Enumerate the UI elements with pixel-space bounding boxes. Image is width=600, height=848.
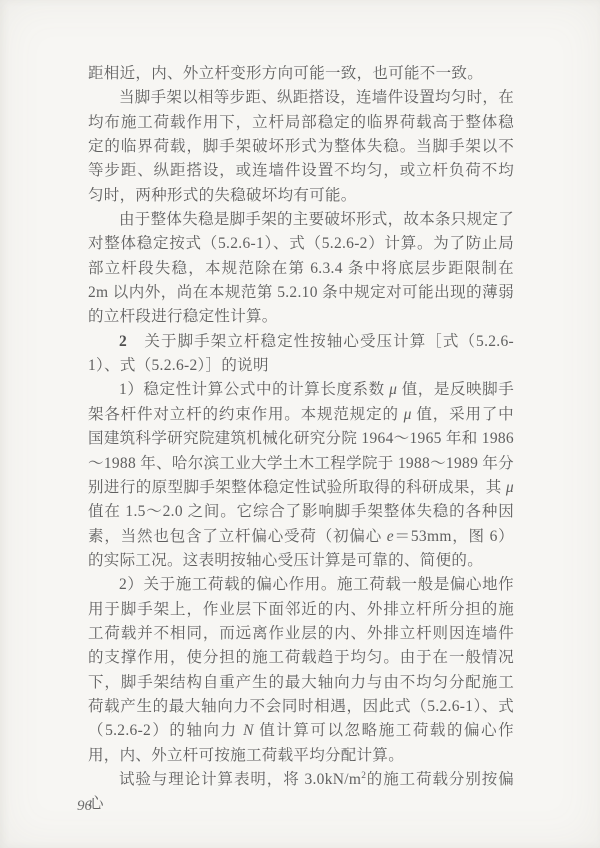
italic-variable: e [386, 527, 394, 545]
paragraph [88, 208, 514, 330]
text-segment: 由于整体失稳是脚手架的主要破坏形式，故本条只规定了对整体稳定按式（5.2.6-1）、式（5.2.6-2）计算。为了防止局部立杆段失稳，本规范除在第 6.3.4 条中将底层步距限制在 2m 以内外，尚在本规范第 5.2.10 条中规定对可能出现的薄弱的立杆段进行稳定性计算。 [88, 211, 515, 326]
superscript: 2 [361, 770, 367, 781]
italic-variable: μ [505, 478, 514, 496]
text-segment: 值计算可以忽略施工荷载的偏心作用，内、外立杆可按施工荷载平均分配计算。 [88, 722, 514, 764]
paragraph [88, 573, 514, 768]
paragraph [88, 330, 514, 379]
text-segment: 值，是反映脚手架各杆件对立杆的约束作用。本规范规定的 [88, 381, 514, 423]
text-segment: 的施工荷载分别按偏心 [88, 770, 514, 813]
italic-variable: μ [403, 405, 412, 423]
text-segment: 值，采用了中国建筑科学研究院建筑机械化研究分院 1964～1965 年和 1986～1988 年、哈尔滨工业大学土木工程学院于 1988～1989 年分别进行的原型脚手架整体稳定性试验所取得的科研成果，其 [88, 405, 514, 496]
body-text [88, 62, 514, 817]
paragraph [88, 62, 514, 86]
text-segment: 关于脚手架立杆稳定性按轴心受压计算［式（5.2.6-1）、式（5.2.6-2）］的说明 [88, 332, 514, 375]
page-number: 96 [77, 798, 92, 814]
text-segment: 距相近，内、外立杆变形方向可能一致，也可能不一致。 [88, 65, 484, 82]
paragraph [88, 86, 514, 208]
text-segment: 试验与理论计算表明，将 3.0kN/m [119, 770, 362, 788]
paragraph [88, 768, 514, 817]
text-segment: 2）关于施工荷载的偏心作用。施工荷载一般是偏心地作用于脚手架上，作业层下面邻近的内、外排立杆所分担的施工荷载并不相同，而远离作业层的内、外排立杆则因连墙件的支撑作用，使分担的施工荷载趋于均匀。由于在一般情况下，脚手架结构自重产生的最大轴向力与由不均匀分配施工荷载产生的最大轴向力不会同时相遇，因此式（5.2.6-1）、式（5.2.6-2）的轴向力 [88, 576, 514, 740]
text-segment: ＝53mm，图 6）的实际工况。这表明按轴心受压计算是可靠的、简便的。 [88, 527, 514, 569]
text-segment: 1）稳定性计算公式中的计算长度系数 [119, 381, 390, 399]
bold-text: 2 [119, 332, 128, 350]
text-segment: 值在 1.5～2.0 之间。它综合了影响脚手架整体失稳的各种因素，当然也包含了立杆偏心受荷（初偏心 [88, 503, 514, 545]
paragraph [88, 378, 514, 573]
text-segment: 当脚手架以相等步距、纵距搭设，连墙件设置均匀时，在均布施工荷载作用下，立杆局部稳定的临界荷载高于整体稳定的临界荷载，脚手架破坏形式为整体失稳。当脚手架以不等步距、纵距搭设，或连墙件设置不均匀，或立杆负荷不均匀时，两种形式的失稳破坏均有可能。 [88, 89, 515, 204]
italic-variable: μ [389, 381, 398, 399]
italic-variable: N [243, 722, 254, 740]
